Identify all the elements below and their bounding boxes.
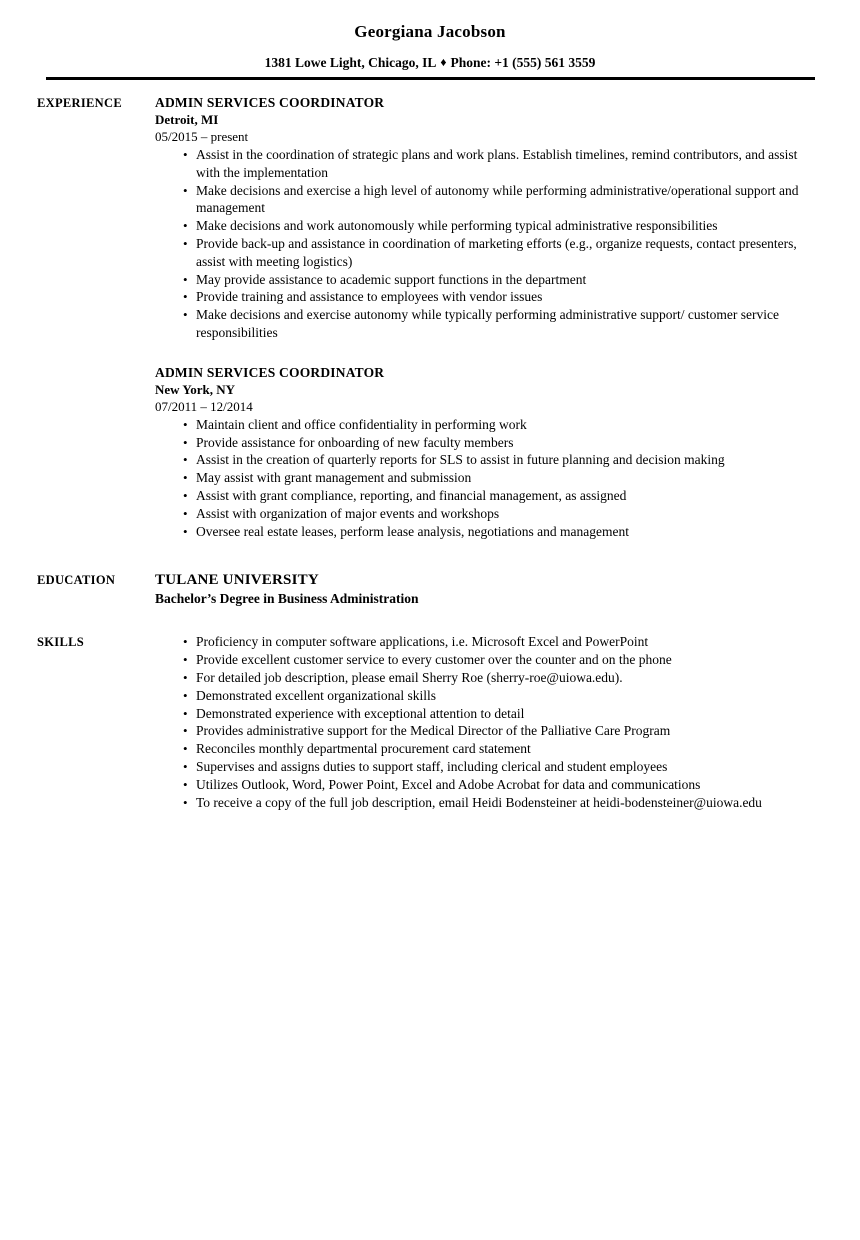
list-item: • Provides administrative support for the Medical Director of the Palliative Care Program — [155, 722, 818, 740]
list-item: • Demonstrated experience with exceptional attention to detail — [155, 705, 818, 723]
education-school: TULANE UNIVERSITY — [155, 572, 319, 589]
list-item: • May provide assistance to academic support functions in the department — [155, 271, 818, 289]
list-item: • Make decisions and exercise autonomy while typically performing administrative support/ customer service responsibilities — [155, 306, 818, 342]
section-label-experience: EXPERIENCE — [37, 96, 122, 110]
job-title: ADMIN SERVICES COORDINATOR — [155, 364, 385, 380]
diamond-separator-icon: ♦ — [440, 55, 447, 69]
contact-phone: Phone: +1 (555) 561 3559 — [450, 55, 596, 70]
list-item: • Assist in the coordination of strategic plans and work plans. Establish timelines, remind contributors, and assist with the implementation — [155, 146, 818, 182]
education-body — [155, 571, 860, 608]
job-entry — [155, 94, 818, 342]
list-item: • Assist with organization of major events and workshops — [155, 505, 818, 523]
list-item: • Assist in the creation of quarterly reports for SLS to assist in future planning and decision making — [155, 451, 818, 469]
list-item: • Provide back-up and assistance in coordination of marketing efforts (e.g., organize requests, contact presenters, assist with meeting logistics) — [155, 235, 818, 271]
list-item: • May assist with grant management and submission — [155, 469, 818, 487]
job-dates: 05/2015 – present — [155, 129, 249, 144]
list-item: • To receive a copy of the full job description, email Heidi Bodensteiner at heidi-bodensteiner@uiowa.edu — [155, 794, 818, 812]
list-item: • Maintain client and office confidentiality in performing work — [155, 416, 818, 434]
list-item: • For detailed job description, please email Sherry Roe (sherry-roe@uiowa.edu). — [155, 669, 818, 687]
experience-section — [0, 94, 860, 540]
list-item: • Proficiency in computer software applications, i.e. Microsoft Excel and PowerPoint — [155, 633, 818, 651]
job-entry — [155, 364, 818, 541]
candidate-name: Georgiana Jacobson — [354, 22, 506, 41]
list-item: • Oversee real estate leases, perform lease analysis, negotiations and management — [155, 523, 818, 541]
education-section — [0, 571, 860, 608]
skills-section — [0, 633, 860, 811]
list-item: • Provide training and assistance to employees with vendor issues — [155, 288, 818, 306]
skills-body — [155, 633, 860, 811]
resume-header — [0, 0, 860, 80]
job-title: ADMIN SERVICES COORDINATOR — [155, 95, 385, 110]
contact-line — [0, 54, 860, 71]
job-dates: 07/2011 – 12/2014 — [155, 398, 253, 414]
list-item: • Make decisions and exercise a high level of autonomy while performing administrative/operational support and management — [155, 182, 818, 218]
list-item: • Reconciles monthly departmental procurement card statement — [155, 740, 818, 758]
job-responsibility-list — [155, 146, 818, 342]
list-item: • Supervises and assigns duties to support staff, including clerical and student employees — [155, 758, 818, 776]
list-item: • Make decisions and work autonomously while performing typical administrative responsibilities — [155, 217, 818, 235]
list-item: • Assist with grant compliance, reporting, and financial management, as assigned — [155, 487, 818, 505]
section-label-skills: SKILLS — [37, 635, 84, 650]
education-degree: Bachelor’s Degree in Business Administration — [155, 591, 419, 607]
header-divider — [46, 77, 815, 80]
skills-list — [155, 633, 818, 811]
job-responsibility-list — [155, 416, 818, 541]
list-item: • Demonstrated excellent organizational skills — [155, 687, 818, 705]
list-item: • Provide assistance for onboarding of new faculty members — [155, 434, 818, 452]
list-item: • Utilizes Outlook, Word, Power Point, Excel and Adobe Acrobat for data and communications — [155, 776, 818, 794]
experience-body — [155, 94, 860, 540]
list-item: • Provide excellent customer service to every customer over the counter and on the phone — [155, 651, 818, 669]
section-label-education: EDUCATION — [37, 573, 116, 588]
contact-address: 1381 Lowe Light, Chicago, IL — [264, 55, 437, 70]
job-location: Detroit, MI — [155, 112, 219, 127]
job-location: New York, NY — [155, 381, 236, 397]
